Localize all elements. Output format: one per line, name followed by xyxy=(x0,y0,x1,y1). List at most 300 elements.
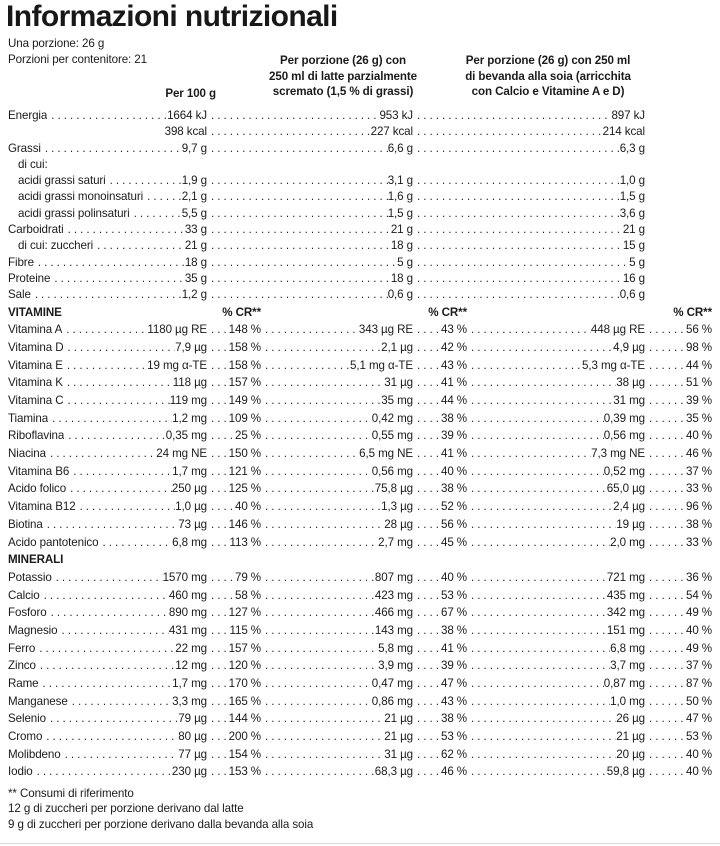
value-milk xyxy=(261,622,413,640)
value-soy-value: 1,0 mg xyxy=(610,694,645,708)
dot-leader xyxy=(261,710,384,728)
value-cr-milk-value: 39 % xyxy=(440,659,467,673)
dot-leader xyxy=(413,587,441,605)
dot-leader xyxy=(207,108,379,124)
value-milk xyxy=(261,339,413,357)
dot-leader xyxy=(207,271,391,287)
value-per-100g xyxy=(172,675,207,693)
dot-leader xyxy=(413,222,623,238)
cr-header-soy: % CR** xyxy=(673,305,712,319)
dot-leader xyxy=(261,640,378,658)
dot-leader xyxy=(413,746,441,764)
dot-leader xyxy=(413,271,623,287)
value-cr-milk-value: 53 % xyxy=(440,588,467,602)
leader-cell xyxy=(64,222,185,238)
value-cr-per-100g xyxy=(207,710,261,728)
dot-leader xyxy=(467,604,607,622)
table-row xyxy=(8,710,712,728)
dot-leader xyxy=(645,604,686,622)
value-per-100g-value: 79 µg xyxy=(178,712,207,726)
dot-leader xyxy=(413,604,441,622)
value-soy-value: 342 mg xyxy=(606,606,645,620)
value-per-100g xyxy=(172,763,207,781)
dot-leader xyxy=(42,728,178,746)
dot-leader xyxy=(207,339,229,357)
value-per-100g-value: 1,2 mg xyxy=(172,411,207,425)
table-row xyxy=(8,410,712,428)
value-cr-milk-value: 52 % xyxy=(440,500,467,514)
table-row xyxy=(8,657,712,675)
value-milk-value: 28 µg xyxy=(384,517,413,531)
dot-leader xyxy=(467,675,604,693)
dot-leader xyxy=(207,710,229,728)
value-soy-value: 2,4 µg xyxy=(613,500,645,514)
row-label: Magnesio xyxy=(8,623,58,637)
value-per-100g xyxy=(167,108,207,124)
value-per-100g-value: 1664 kJ xyxy=(167,109,207,122)
value-milk xyxy=(207,124,413,140)
leader-cell xyxy=(69,463,172,481)
value-milk-value: 5,1 mg α-TE xyxy=(350,358,413,372)
value-per-100g xyxy=(182,189,207,205)
table-row xyxy=(8,675,712,693)
dot-leader xyxy=(207,693,229,711)
leader-cell xyxy=(66,480,172,498)
value-milk-value: 18 g xyxy=(390,239,413,253)
value-soy xyxy=(413,238,645,254)
value-per-100g-value: 230 µg xyxy=(171,765,207,779)
dot-leader xyxy=(61,746,179,764)
value-per-100g-value: 118 µg xyxy=(172,376,207,390)
dot-leader xyxy=(413,498,441,516)
row-label: Tiamina xyxy=(8,411,49,425)
value-milk xyxy=(261,427,413,445)
value-cr-soy-value: 98 % xyxy=(685,340,712,354)
value-per-100g xyxy=(165,124,207,140)
dot-leader xyxy=(35,640,175,658)
value-cr-soy-value: 49 % xyxy=(685,606,712,620)
value-soy-value: 214 kcal xyxy=(602,125,645,139)
row-label: Ferro xyxy=(8,641,36,655)
value-cr-per-100g-value: 157 % xyxy=(228,376,261,390)
value-soy xyxy=(413,173,645,189)
leader-cell xyxy=(43,516,179,534)
dot-leader xyxy=(40,587,169,605)
value-cr-soy xyxy=(645,693,712,711)
dot-leader xyxy=(261,693,372,711)
value-soy xyxy=(467,374,645,392)
dot-leader xyxy=(261,675,372,693)
value-cr-soy-value: 33 % xyxy=(685,535,712,549)
value-cr-milk xyxy=(413,746,467,764)
dot-leader xyxy=(645,710,686,728)
value-cr-milk xyxy=(413,587,467,605)
dot-leader xyxy=(261,728,384,746)
value-cr-per-100g xyxy=(207,763,261,781)
value-soy-value: 1,5 g xyxy=(619,190,645,204)
value-cr-milk xyxy=(413,374,467,392)
leader-cell xyxy=(48,410,172,428)
value-cr-milk xyxy=(413,427,467,445)
dot-leader xyxy=(261,763,375,781)
dot-leader xyxy=(645,728,686,746)
dot-leader xyxy=(207,410,229,428)
servings-per-container: Porzioni per contenitore: 21 xyxy=(8,53,147,66)
dot-leader xyxy=(64,392,170,410)
value-per-100g xyxy=(178,710,207,728)
value-per-100g-value: 250 µg xyxy=(171,482,207,496)
value-cr-soy-value: 37 % xyxy=(685,659,712,673)
row-label: Energia xyxy=(8,109,48,122)
table-row xyxy=(8,498,712,516)
value-cr-soy xyxy=(645,640,712,658)
dot-leader xyxy=(76,498,176,516)
dot-leader xyxy=(261,534,378,552)
dot-leader xyxy=(93,238,185,254)
value-milk xyxy=(261,516,413,534)
value-cr-per-100g-value: 40 % xyxy=(234,500,261,514)
value-cr-per-100g xyxy=(207,480,261,498)
value-milk-value: 5 g xyxy=(397,255,413,269)
value-soy-value: 38 µg xyxy=(616,376,645,390)
dot-leader xyxy=(261,321,359,339)
value-soy xyxy=(467,622,645,640)
value-cr-per-100g xyxy=(207,640,261,658)
value-cr-milk xyxy=(413,321,467,339)
value-soy-value: 897 kJ xyxy=(611,109,645,122)
value-cr-soy xyxy=(645,657,712,675)
row-label: Potassio xyxy=(8,570,52,584)
value-cr-milk-value: 53 % xyxy=(440,730,467,744)
value-milk xyxy=(261,675,413,693)
value-cr-milk xyxy=(413,622,467,640)
dot-leader xyxy=(413,206,620,222)
value-cr-per-100g xyxy=(207,427,261,445)
footnote-reference-intakes: ** Consumi di riferimento xyxy=(8,787,134,801)
value-cr-per-100g-value: 154 % xyxy=(228,747,261,761)
minerals-section-header xyxy=(8,551,712,569)
value-cr-soy xyxy=(645,498,712,516)
value-per-100g xyxy=(172,463,207,481)
value-soy-value: 5 g xyxy=(629,255,645,269)
value-soy-value: 3,6 g xyxy=(619,206,645,220)
dot-leader xyxy=(467,321,591,339)
value-cr-milk-value: 38 % xyxy=(440,712,467,726)
row-label: Niacina xyxy=(8,447,46,461)
value-cr-per-100g xyxy=(207,604,261,622)
value-cr-milk xyxy=(413,445,467,463)
dot-leader xyxy=(413,622,441,640)
value-cr-soy-value: 39 % xyxy=(685,394,712,407)
value-soy xyxy=(413,141,645,157)
dot-leader xyxy=(207,463,229,481)
value-cr-per-100g-value: 158 % xyxy=(228,340,261,354)
page-title: Informazioni nutrizionali xyxy=(6,0,338,33)
value-per-100g xyxy=(178,746,207,764)
cr-header-milk: % CR** xyxy=(428,305,467,319)
dot-leader xyxy=(413,480,441,498)
value-cr-soy xyxy=(645,587,712,605)
leader-cell xyxy=(39,675,173,693)
value-per-100g xyxy=(182,173,207,189)
table-row xyxy=(8,746,712,764)
value-per-100g xyxy=(185,271,207,287)
value-cr-milk xyxy=(413,657,467,675)
dot-leader xyxy=(33,763,172,781)
dot-leader xyxy=(467,392,613,410)
column-header-milk-line3: scremato (1,5 % di grassi) xyxy=(272,85,414,99)
value-soy xyxy=(467,746,645,764)
dot-leader xyxy=(207,124,371,140)
row-label: Sale xyxy=(8,288,31,302)
value-milk xyxy=(261,746,413,764)
dot-leader xyxy=(143,189,182,205)
value-milk xyxy=(207,173,413,189)
table-row xyxy=(8,357,712,375)
table-row xyxy=(8,189,712,205)
value-soy-value: 4,9 µg xyxy=(613,340,645,354)
row-label: Molibdeno xyxy=(8,747,61,761)
value-milk-value: 143 mg xyxy=(374,623,413,637)
macronutrients-section xyxy=(8,108,712,304)
value-per-100g-value: 119 mg xyxy=(169,394,207,407)
value-cr-per-100g xyxy=(207,498,261,516)
value-soy xyxy=(467,710,645,728)
value-per-100g-value: 1570 mg xyxy=(162,570,207,584)
dot-leader xyxy=(207,141,388,157)
value-milk-value: 6,6 g xyxy=(387,141,413,155)
row-label: Rame xyxy=(8,677,39,690)
leader-cell xyxy=(62,321,147,339)
dot-leader xyxy=(413,445,441,463)
column-header-per-100g: Per 100 g xyxy=(165,87,216,100)
value-soy xyxy=(467,410,645,428)
dot-leader xyxy=(413,763,441,781)
table-row xyxy=(8,206,712,222)
value-per-100g xyxy=(169,622,207,640)
value-soy xyxy=(413,108,645,124)
leader-cell xyxy=(33,763,172,781)
leader-cell xyxy=(47,604,169,622)
value-cr-per-100g-value: 25 % xyxy=(234,429,261,443)
footnote-soy-sugars: 9 g di zuccheri per porzione derivano dalla bevanda alla soia xyxy=(8,817,314,831)
value-cr-soy xyxy=(645,746,712,764)
value-cr-soy xyxy=(645,569,712,587)
value-soy-value: 721 mg xyxy=(606,570,645,584)
value-soy xyxy=(467,339,645,357)
value-cr-per-100g-value: 153 % xyxy=(228,765,261,779)
value-soy-value: 0,39 mg xyxy=(603,411,645,425)
row-label: Vitamina B6 xyxy=(8,464,70,478)
leader-cell xyxy=(31,287,182,303)
value-soy-value: 6,8 mg xyxy=(610,641,645,655)
dot-leader xyxy=(46,445,156,463)
dot-leader xyxy=(645,480,686,498)
value-soy-value: 5,3 mg α-TE xyxy=(582,358,645,372)
dot-leader xyxy=(467,357,582,375)
dot-leader xyxy=(261,604,375,622)
table-row xyxy=(8,534,712,552)
value-cr-per-100g xyxy=(207,569,261,587)
value-per-100g-value: 9,7 g xyxy=(181,141,207,155)
leader-cell xyxy=(68,693,172,711)
leader-cell xyxy=(63,374,173,392)
table-row xyxy=(8,427,712,445)
leader-cell xyxy=(98,534,172,552)
dot-leader xyxy=(207,238,391,254)
value-soy-value: 6,3 g xyxy=(619,141,645,155)
value-milk-value: 75,8 µg xyxy=(374,482,413,496)
dot-leader xyxy=(413,710,441,728)
dot-leader xyxy=(413,392,441,410)
value-milk-value: 0,6 g xyxy=(387,288,413,302)
value-milk xyxy=(261,710,413,728)
value-soy xyxy=(467,463,645,481)
value-per-100g xyxy=(169,604,207,622)
dot-leader xyxy=(413,569,441,587)
value-cr-soy xyxy=(645,321,712,339)
dot-leader xyxy=(207,255,397,271)
value-milk-value: 0,55 mg xyxy=(371,429,413,443)
value-cr-soy-value: 38 % xyxy=(685,517,712,531)
value-cr-milk xyxy=(413,392,467,410)
value-soy xyxy=(413,189,645,205)
leader-cell xyxy=(46,710,178,728)
value-milk xyxy=(207,141,413,157)
value-soy-value: 16 g xyxy=(622,271,645,285)
value-cr-milk-value: 47 % xyxy=(440,677,467,690)
value-cr-milk-value: 38 % xyxy=(440,623,467,637)
value-per-100g-value: 77 µg xyxy=(178,747,207,761)
value-soy xyxy=(467,587,645,605)
value-soy-value: 2,0 mg xyxy=(610,535,645,549)
dot-leader xyxy=(36,657,175,675)
value-milk-value: 21 g xyxy=(390,223,413,237)
leader-cell xyxy=(42,728,178,746)
value-cr-per-100g-value: 120 % xyxy=(228,659,261,673)
value-cr-per-100g-value: 79 % xyxy=(234,570,261,584)
value-per-100g xyxy=(178,728,207,746)
value-cr-milk xyxy=(413,357,467,375)
value-per-100g-value: 1,2 g xyxy=(181,288,207,302)
table-row xyxy=(8,222,712,238)
table-row xyxy=(8,693,712,711)
value-cr-soy-value: 40 % xyxy=(685,765,712,779)
row-label: Vitamina K xyxy=(8,376,63,390)
dot-leader xyxy=(645,374,686,392)
dot-leader xyxy=(43,516,179,534)
value-milk xyxy=(261,587,413,605)
leader-cell xyxy=(52,569,163,587)
dot-leader xyxy=(413,374,441,392)
dot-leader xyxy=(645,463,686,481)
value-cr-per-100g xyxy=(207,321,261,339)
value-cr-per-100g-value: 121 % xyxy=(228,464,261,478)
value-cr-milk xyxy=(413,410,467,428)
dot-leader xyxy=(413,427,441,445)
value-soy xyxy=(467,516,645,534)
value-cr-soy xyxy=(645,622,712,640)
dot-leader xyxy=(261,445,359,463)
value-soy xyxy=(467,640,645,658)
value-per-100g xyxy=(185,222,207,238)
value-soy xyxy=(413,222,645,238)
dot-leader xyxy=(413,255,629,271)
value-soy xyxy=(413,287,645,303)
column-header-milk-line1: Per porzione (26 g) con xyxy=(280,54,406,67)
leader-cell xyxy=(40,587,169,605)
value-per-100g-value: 35 g xyxy=(184,271,207,285)
value-cr-per-100g xyxy=(207,728,261,746)
value-milk-value: 423 mg xyxy=(374,588,413,602)
dot-leader xyxy=(207,189,388,205)
value-cr-per-100g xyxy=(207,445,261,463)
value-milk-value: 31 µg xyxy=(384,747,413,761)
dot-leader xyxy=(207,534,229,552)
value-soy xyxy=(467,480,645,498)
value-per-100g xyxy=(175,657,207,675)
row-label: Vitamina B12 xyxy=(8,500,76,514)
value-cr-milk xyxy=(413,640,467,658)
value-per-100g xyxy=(166,427,207,445)
value-soy-value: 59,8 µg xyxy=(606,765,645,779)
dot-leader xyxy=(413,287,620,303)
table-row xyxy=(8,463,712,481)
value-milk xyxy=(261,392,413,410)
value-cr-soy xyxy=(645,534,712,552)
leader-cell xyxy=(46,445,156,463)
row-label: acidi grassi saturi xyxy=(18,174,106,188)
dot-leader xyxy=(261,374,384,392)
value-per-100g-value: 18 g xyxy=(184,255,207,269)
value-cr-soy-value: 40 % xyxy=(685,623,712,637)
value-cr-soy-value: 56 % xyxy=(685,323,712,337)
leader-cell xyxy=(63,357,147,375)
value-cr-per-100g-value: 165 % xyxy=(228,694,261,708)
value-soy xyxy=(467,569,645,587)
dot-leader xyxy=(39,675,173,693)
value-cr-milk-value: 39 % xyxy=(440,429,467,443)
leader-cell xyxy=(64,339,176,357)
value-soy xyxy=(467,693,645,711)
value-cr-milk xyxy=(413,710,467,728)
dot-leader xyxy=(46,710,178,728)
value-per-100g-value: 1,7 mg xyxy=(172,464,207,478)
dot-leader xyxy=(64,339,176,357)
value-milk xyxy=(207,206,413,222)
table-row xyxy=(8,622,712,640)
leader-cell xyxy=(130,206,182,222)
dot-leader xyxy=(261,480,375,498)
table-row xyxy=(8,271,712,287)
value-cr-soy xyxy=(645,357,712,375)
value-milk xyxy=(261,498,413,516)
value-soy-value: 0,87 mg xyxy=(603,677,645,690)
value-soy xyxy=(467,321,645,339)
dot-leader xyxy=(645,587,686,605)
dot-leader xyxy=(413,189,620,205)
value-soy xyxy=(467,657,645,675)
row-label: Zinco xyxy=(8,659,36,673)
value-soy xyxy=(467,498,645,516)
value-milk-value: 6,5 mg NE xyxy=(359,447,413,461)
value-per-100g-value: 24 mg NE xyxy=(156,447,207,461)
dot-leader xyxy=(467,728,616,746)
nutrition-table xyxy=(0,108,720,781)
dot-leader xyxy=(207,657,229,675)
dot-leader xyxy=(261,463,372,481)
value-cr-milk-value: 42 % xyxy=(440,340,467,354)
